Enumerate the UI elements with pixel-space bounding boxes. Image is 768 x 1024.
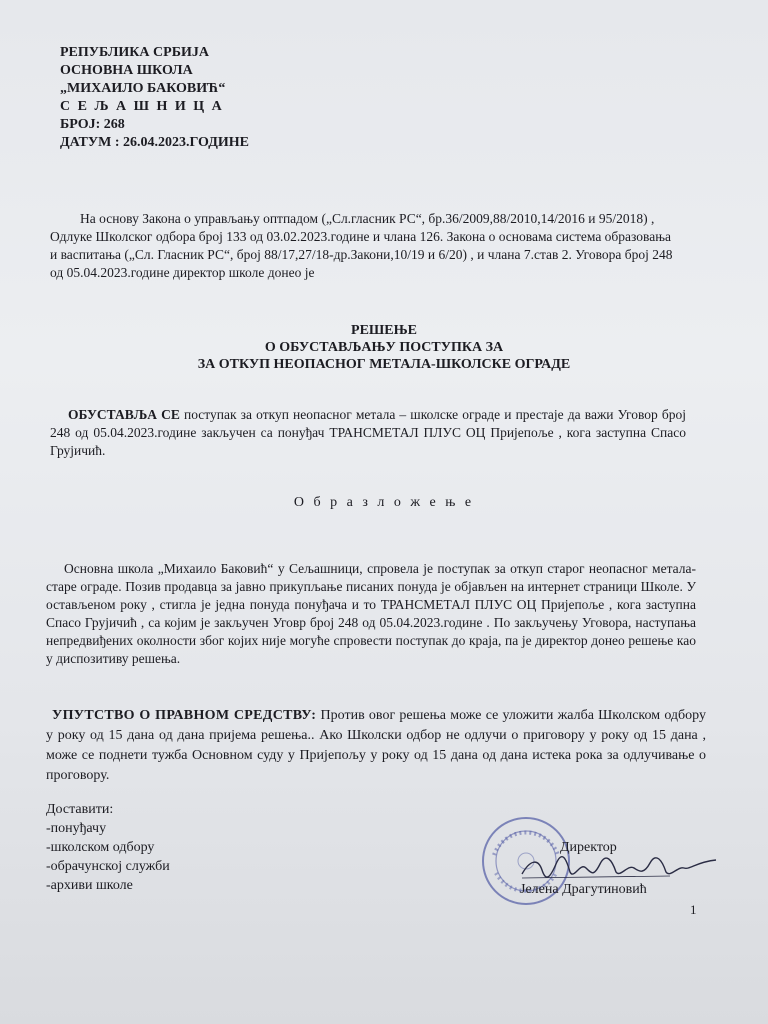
decision-title bbox=[150, 322, 618, 373]
delivery-title: Доставити: bbox=[46, 802, 114, 817]
delivery-item: -понуђачу bbox=[46, 821, 107, 836]
decision-title-line: О ОБУСТАВЉАЊУ ПОСТУПКА ЗА bbox=[264, 340, 504, 355]
delivery-item: -обрачунској служби bbox=[46, 859, 170, 874]
disposition-paragraph bbox=[50, 406, 686, 460]
signature-name: Јелена Драгутиновић bbox=[520, 882, 647, 897]
explanation-text: Основна школа „Михаило Баковић“ у Сељашници, спровела је поступак за откуп старог неопасног метала-старе ограде. Позив продавца за јавно прикупљање писаних понуда је објављен на интернет страници Школе. У остављеном року , стигла је једна понуда понуђача и то ТРАНСМЕТАЛ ПЛУС ОЦ Пријепоље , кога заступна Спасо Грујичић , са којим је закључен Уговр број 248 од 05.04.2023.године . По закључењу Уговора, наступања непредвиђених околности због којих није могуће спровести поступак до краја, па је директор донео решење као у диспозитиву решења. bbox=[46, 561, 696, 666]
handwritten-signature-icon bbox=[520, 858, 690, 880]
letterhead-line: ДАТУМ : 26.04.2023.ГОДИНЕ bbox=[60, 135, 249, 150]
legal-remedy-text: Против овог решења може се уложити жалба Школском одбору у року од 15 дана од дана пријема решења.. Ако Школски одбор не одлучи о приговору у року од 15 дана , може се поднети тужба Основном суду у Пријепољу у року од 15 дана од дана истека рока за одлучивање о проговору. bbox=[46, 708, 706, 783]
explanation-paragraph bbox=[46, 560, 696, 668]
intro-paragraph bbox=[50, 210, 676, 282]
signature-role: Директор bbox=[560, 840, 617, 855]
signature-block bbox=[520, 838, 690, 900]
intro-text: На основу Закона о управљању оптпадом („Сл.гласник РС“, бр.36/2009,88/2010,14/2016 и 95/2018) , Одлуке Школског одбора број 133 од 03.02.2023.године и члана 126. Закона о основама система образовања и васпитања („Сл. Гласник РС“, број 88/17,27/18-др.Закони,10/19 и 6/20) , и члана 7.став 2. Уговора број 248 од 05.04.2023.године директор школе донео је bbox=[50, 211, 673, 280]
legal-remedy-paragraph bbox=[46, 706, 706, 786]
delivery-list bbox=[46, 800, 170, 895]
decision-title-line: РЕШЕЊЕ bbox=[351, 323, 417, 338]
explanation-title: О б р а з л о ж е њ е bbox=[293, 495, 475, 510]
letterhead-line: БРОЈ: 268 bbox=[60, 117, 125, 132]
letterhead bbox=[60, 44, 249, 152]
letterhead-line: „МИХАИЛО БАКОВИЋ“ bbox=[60, 81, 226, 96]
disposition-text: поступак за откуп неопасног метала – школске ограде и престаје да важи Уговор број 248 од 05.04.2023.године закључен са понуђач ТРАНСМЕТАЛ ПЛУС ОЦ Пријепоље , кога заступна Спасо Грујичић. bbox=[50, 407, 686, 458]
page-number: 1 bbox=[690, 902, 697, 917]
delivery-item: -школском одбору bbox=[46, 840, 155, 855]
letterhead-line: РЕПУБЛИКА СРБИЈА bbox=[60, 45, 209, 60]
disposition-lead: ОБУСТАВЉА СЕ bbox=[68, 407, 180, 422]
decision-title-line: ЗА ОТКУП НЕОПАСНОГ МЕТАЛА-ШКОЛСКЕ ОГРАДЕ bbox=[197, 357, 571, 372]
legal-remedy-lead: УПУТСТВО О ПРАВНОМ СРЕДСТВУ: bbox=[52, 708, 317, 723]
letterhead-line: ОСНОВНА ШКОЛА bbox=[60, 63, 193, 78]
letterhead-line: С Е Љ А Ш Н И Ц А bbox=[60, 99, 224, 114]
delivery-item: -архиви школе bbox=[46, 878, 133, 893]
